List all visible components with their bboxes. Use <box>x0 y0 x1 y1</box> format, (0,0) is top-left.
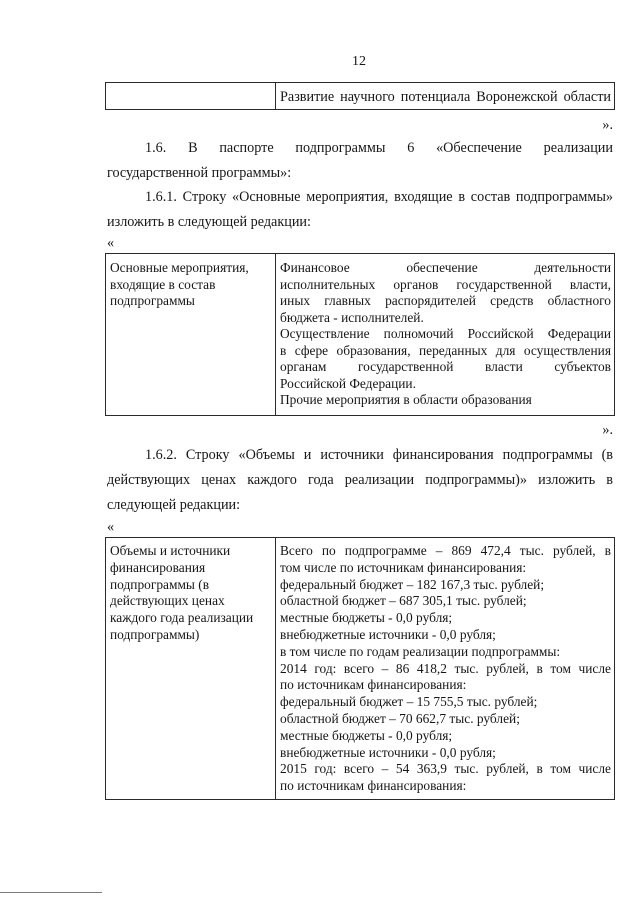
table-financing-value-cell <box>276 538 614 799</box>
table-cell-line: подпрограммы) <box>110 626 200 642</box>
paragraph-1-6-2-line: следующей редакции: <box>107 497 241 513</box>
table-cell-line: в том числе по годам реализации подпрограммы: <box>280 643 561 659</box>
table-top-left-cell <box>106 83 276 109</box>
table-cell-line: органам государственной власти субъектов <box>280 359 611 374</box>
table-cell-line: внебюджетные источники - 0,0 рубля; <box>280 626 496 642</box>
table-cell-line: областной бюджет – 70 662,7 тыс. рублей; <box>280 710 520 726</box>
paragraph-1-6 <box>107 136 613 185</box>
table-cell-line: Финансовое обеспечение деятельности <box>280 260 611 275</box>
table-cell-line: федеральный бюджет – 182 167,3 тыс. рублей; <box>280 576 545 592</box>
table-cell-line: Основные мероприятия, <box>110 260 249 275</box>
opening-quote-2: « <box>107 519 115 535</box>
table-main-events-label-cell <box>106 254 276 415</box>
opening-quote-1: « <box>107 235 115 251</box>
table-cell-line: по источникам финансирования: <box>280 677 467 693</box>
closing-quote-2: ». <box>602 422 613 438</box>
table-cell-line: подпрограммы <box>110 293 195 308</box>
table-cell-line: Осуществление полномочий Российской Федерации <box>280 326 611 341</box>
table-cell-line: финансирования <box>110 559 206 575</box>
table-financing <box>105 537 615 800</box>
paragraph-1-6-1-line: изложить в следующей редакции: <box>107 213 311 230</box>
paragraph-1-6-1-line: 1.6.1. Строку «Основные мероприятия, входящие в состав подпрограммы» <box>145 189 613 205</box>
paragraph-1-6-2-line: 1.6.2. Строку «Объемы и источники финансирования подпрограммы (в <box>145 447 613 463</box>
table-top-continuation <box>105 82 615 110</box>
table-cell-line: по источникам финансирования: <box>280 778 467 794</box>
table-cell-line: Объемы и источники <box>110 543 231 558</box>
table-cell-line: том числе по источникам финансирования: <box>280 559 527 575</box>
table-top-right-text: Развитие научного потенциала Воронежской области <box>280 89 611 105</box>
table-cell-line: каждого года реализации <box>110 610 254 626</box>
table-cell-line: в сфере образования, переданных для осуществления <box>280 342 611 358</box>
paragraph-1-6-1 <box>107 185 613 234</box>
table-cell-line: действующих ценах <box>110 593 225 609</box>
table-cell-line: внебюджетные источники - 0,0 рубля; <box>280 744 496 760</box>
table-cell-line: входящие в состав <box>110 276 216 292</box>
table-top-right-cell <box>276 83 614 109</box>
table-cell-line: областной бюджет – 687 305,1 тыс. рублей; <box>280 593 527 609</box>
table-financing-label-cell <box>106 538 276 799</box>
table-cell-line: 2015 год: всего – 54 363,9 тыс. рублей, в том числе <box>280 761 611 777</box>
table-cell-line: Всего по подпрограмме – 869 472,4 тыс. рублей, в <box>280 543 611 558</box>
paragraph-1-6-line: государственной программы»: <box>107 164 292 181</box>
table-cell-line: бюджета - исполнителей. <box>280 309 424 325</box>
table-main-events-value-cell <box>276 254 614 415</box>
table-cell-line: 2014 год: всего – 86 418,2 тыс. рублей, в том числе <box>280 660 611 676</box>
footer-divider <box>0 892 102 893</box>
table-cell-line: местные бюджеты - 0,0 рубля; <box>280 727 453 743</box>
table-cell-line: подпрограммы (в <box>110 576 210 592</box>
table-main-events <box>105 253 615 416</box>
table-cell-line: иных главных распорядителей средств областного <box>280 293 611 308</box>
paragraph-1-6-line: 1.6. В паспорте подпрограммы 6 «Обеспечение реализации <box>145 140 613 156</box>
table-cell-line: Российской Федерации. <box>280 375 416 391</box>
paragraph-1-6-2 <box>107 443 613 518</box>
table-cell-line: Прочие мероприятия в области образования <box>280 392 532 407</box>
closing-quote-1: ». <box>602 117 613 133</box>
table-cell-line: местные бюджеты - 0,0 рубля; <box>280 610 453 626</box>
table-cell-line: исполнительных органов государственной власти, <box>280 276 611 292</box>
page-number: 12 <box>352 54 366 69</box>
table-cell-line: федеральный бюджет – 15 755,5 тыс. рублей; <box>280 694 538 710</box>
paragraph-1-6-2-line: действующих ценах каждого года реализации подпрограммы)» изложить в <box>107 472 613 488</box>
